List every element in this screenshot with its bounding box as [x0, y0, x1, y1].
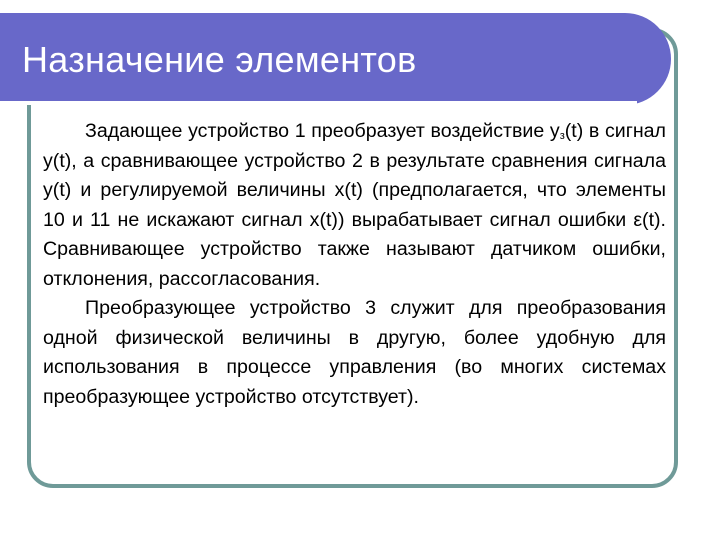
title-bar [0, 13, 671, 105]
paragraph-1-text-end: (t) в сигнал у(t), а сравнивающее устройство 2 в результате сравнения сигнала у(t) и регулируемой величины х(t) (предполагается, что элементы 10 и 11 не искажают сигнал х(t)) вырабатывает сигнал ошибки ε(t). Сравнивающее устройство также называют датчиком ошибки, отклонения, рассогласования. [43, 120, 666, 290]
paragraph-1 [43, 117, 666, 294]
slide-title: Назначение элементов [22, 39, 417, 80]
paragraph-1-text-start: Задающее устройство 1 преобразует воздействие у [85, 120, 560, 142]
paragraph-2: Преобразующее устройство 3 служит для преобразования одной физической величины в другую, более удобную для использования в процессе управления (во многих системах преобразующее устройство отсутствует). [43, 297, 666, 408]
subscript-z: з [559, 130, 565, 142]
body-text [43, 117, 666, 412]
title-underline [0, 101, 637, 105]
